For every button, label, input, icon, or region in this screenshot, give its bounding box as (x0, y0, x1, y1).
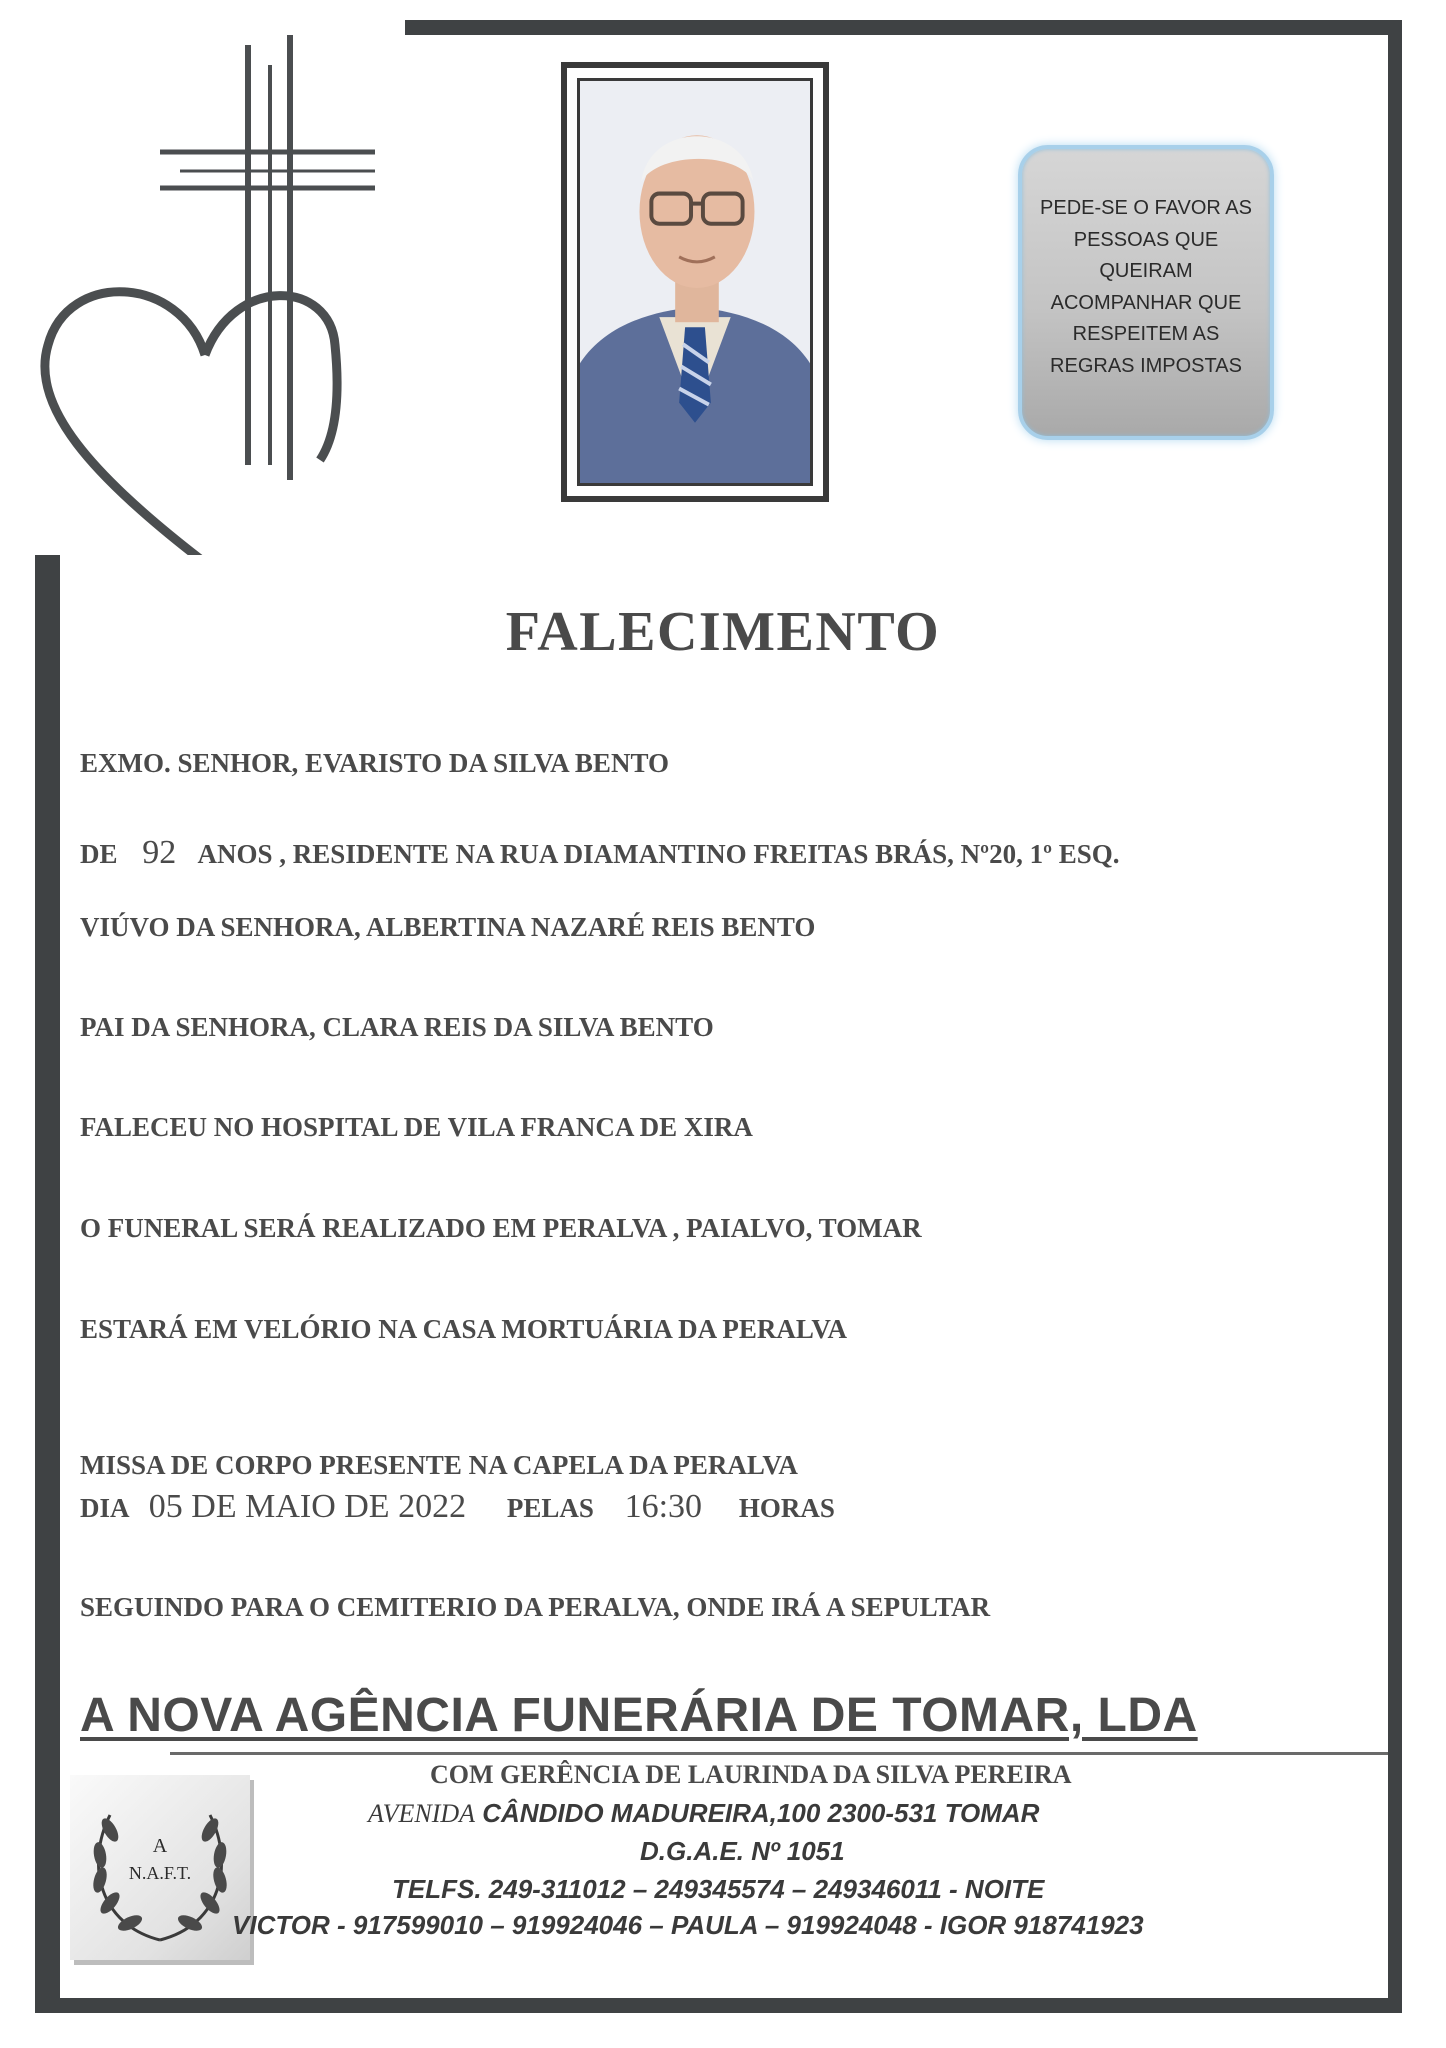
age-value: 92 (142, 834, 177, 871)
frame-bottom-border (40, 1998, 1402, 2013)
time-label: PELAS (506, 1493, 594, 1523)
phones-line: TELFS. 249-311012 – 249345574 – 249346011 - NOITE (392, 1874, 1045, 1904)
day-label: DIA (80, 1493, 129, 1523)
address-prefix: AVENIDA (368, 1799, 476, 1828)
night-phones-line: VICTOR - 917599010 – 919924046 – PAULA – 919924048 - IGOR 918741923 (232, 1910, 1144, 1940)
notice-line: QUEIRAM (1099, 260, 1193, 282)
age-prefix: DE (80, 839, 118, 869)
age-suffix: ANOS , RESIDENTE NA RUA DIAMANTINO FREITAS BRÁS, Nº20, 1º ESQ. (197, 839, 1120, 869)
death-place-line: FALECEU NO HOSPITAL DE VILA FRANCA DE XIRA (80, 1112, 753, 1142)
mass-date-line (80, 1488, 835, 1526)
notice-text (1036, 193, 1256, 382)
hours-label: HORAS (738, 1493, 835, 1523)
burial-line: SEGUINDO PARA O CEMITERIO DA PERALVA, ONDE IRÁ A SEPULTAR (80, 1592, 991, 1622)
deceased-name: EXMO. SENHOR, EVARISTO DA SILVA BENTO (80, 748, 669, 778)
portrait-frame (561, 62, 829, 502)
agency-divider (170, 1752, 1388, 1755)
funeral-line: O FUNERAL SERÁ REALIZADO EM PERALVA , PAIALVO, TOMAR (80, 1213, 922, 1243)
logo-acronym: N.A.F.T. (128, 1863, 192, 1883)
portrait-figure (580, 81, 810, 483)
address-line (368, 1798, 1039, 1829)
logo-letter: A (152, 1835, 168, 1857)
agency-name: A NOVA AGÊNCIA FUNERÁRIA DE TOMAR, LDA (80, 1689, 1198, 1742)
wake-line: ESTARÁ EM VELÓRIO NA CASA MORTUÁRIA DA PERALVA (80, 1314, 847, 1344)
notice-line: RESPEITEM AS (1072, 323, 1220, 345)
notice-box (1018, 145, 1274, 440)
frame-top-border (405, 20, 1402, 35)
age-residence (80, 834, 1120, 872)
widower-line: VIÚVO DA SENHORA, ALBERTINA NAZARÉ REIS BENTO (80, 912, 816, 942)
mass-time: 16:30 (624, 1488, 703, 1525)
frame-right-border (1388, 20, 1402, 2012)
notice-line: PESSOAS QUE (1073, 228, 1219, 251)
cross-heart-icon (30, 25, 390, 555)
mass-line: MISSA DE CORPO PRESENTE NA CAPELA DA PERALVA (80, 1450, 798, 1480)
notice-line: REGRAS IMPOSTAS (1050, 354, 1242, 377)
page-title: FALECIMENTO (505, 601, 941, 663)
management-line: COM GERÊNCIA DE LAURINDA DA SILVA PEREIRA (430, 1760, 1072, 1789)
notice-line: ACOMPANHAR QUE (1050, 291, 1242, 314)
nafT-logo (70, 1775, 250, 1960)
portrait-photo (577, 78, 813, 486)
address-text: CÂNDIDO MADUREIRA,100 2300-531 TOMAR (482, 1798, 1040, 1828)
dgae-line: D.G.A.E. Nº 1051 (640, 1836, 845, 1866)
mass-date: 05 DE MAIO DE 2022 (148, 1488, 467, 1525)
notice-line: PEDE-SE O FAVOR AS (1040, 197, 1252, 219)
father-line: PAI DA SENHORA, CLARA REIS DA SILVA BENTO (80, 1012, 714, 1042)
frame-left-border (35, 555, 60, 2013)
